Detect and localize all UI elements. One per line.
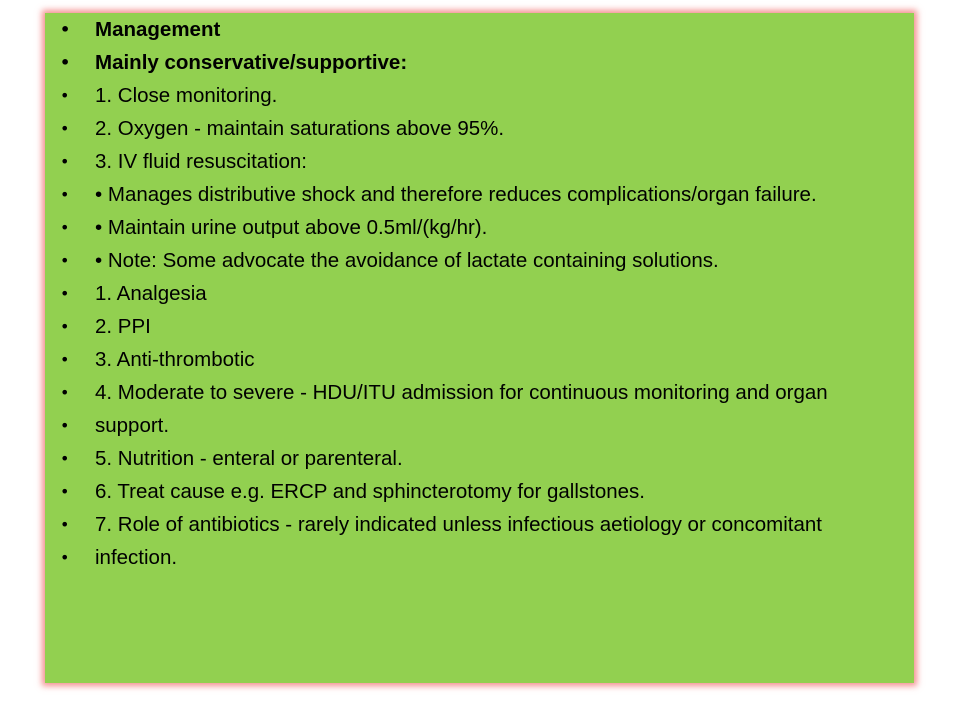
bullet-icon: • bbox=[60, 416, 70, 435]
list-item-text: 3. IV fluid resuscitation: bbox=[95, 150, 307, 173]
list-item-text: 1. Analgesia bbox=[95, 282, 207, 305]
list-item-text: 1. Close monitoring. bbox=[95, 84, 278, 107]
bullet-list bbox=[45, 18, 914, 579]
list-item bbox=[45, 381, 914, 405]
list-item-text: 5. Nutrition - enteral or parenteral. bbox=[95, 447, 403, 470]
bullet-icon: • bbox=[60, 185, 70, 204]
list-item bbox=[45, 51, 914, 75]
list-item-text: infection. bbox=[95, 546, 178, 569]
bullet-icon: • bbox=[60, 350, 70, 369]
content-panel bbox=[45, 13, 914, 683]
list-item bbox=[45, 480, 914, 504]
list-item-text: 2. Oxygen - maintain saturations above 95%. bbox=[95, 117, 505, 140]
list-item bbox=[45, 546, 914, 570]
list-item-text: 6. Treat cause e.g. ERCP and sphincterotomy for gallstones. bbox=[95, 480, 645, 503]
bullet-icon: • bbox=[60, 482, 70, 501]
list-item bbox=[45, 117, 914, 141]
bullet-icon: • bbox=[60, 284, 70, 303]
list-item-text: 2. PPI bbox=[95, 315, 151, 338]
list-item bbox=[45, 84, 914, 108]
bullet-icon: • bbox=[60, 317, 70, 336]
bullet-icon: • bbox=[60, 152, 70, 171]
list-item-text: 7. Role of antibiotics - rarely indicated unless infectious aetiology or concomitant bbox=[95, 513, 822, 536]
bullet-icon: • bbox=[60, 383, 70, 402]
list-item-text: support. bbox=[95, 414, 170, 437]
bullet-icon: • bbox=[60, 86, 70, 105]
bullet-icon: • bbox=[60, 548, 70, 567]
list-item bbox=[45, 315, 914, 339]
bullet-icon: • bbox=[60, 119, 70, 138]
list-item bbox=[45, 447, 914, 471]
list-item bbox=[45, 513, 914, 537]
bullet-icon: • bbox=[60, 515, 70, 534]
bullet-icon: • bbox=[60, 218, 70, 237]
list-item bbox=[45, 348, 914, 372]
list-item-text: Management bbox=[95, 18, 221, 41]
bullet-icon: • bbox=[60, 53, 71, 72]
list-item bbox=[45, 183, 914, 207]
list-item-text: 4. Moderate to severe - HDU/ITU admission for continuous monitoring and organ bbox=[95, 381, 828, 404]
list-item-text: Mainly conservative/supportive: bbox=[95, 51, 408, 74]
list-item bbox=[45, 216, 914, 240]
bullet-icon: • bbox=[60, 449, 70, 468]
list-item bbox=[45, 282, 914, 306]
list-item bbox=[45, 414, 914, 438]
list-item bbox=[45, 249, 914, 273]
list-item bbox=[45, 150, 914, 174]
list-item-text: 3. Anti-thrombotic bbox=[95, 348, 255, 371]
list-item bbox=[45, 18, 914, 42]
list-item-text: • Maintain urine output above 0.5ml/(kg/hr). bbox=[95, 216, 488, 239]
bullet-icon: • bbox=[60, 251, 70, 270]
list-item-text: • Manages distributive shock and therefore reduces complications/organ failure. bbox=[95, 183, 817, 206]
list-item-text: • Note: Some advocate the avoidance of lactate containing solutions. bbox=[95, 249, 719, 272]
bullet-icon: • bbox=[60, 20, 71, 39]
